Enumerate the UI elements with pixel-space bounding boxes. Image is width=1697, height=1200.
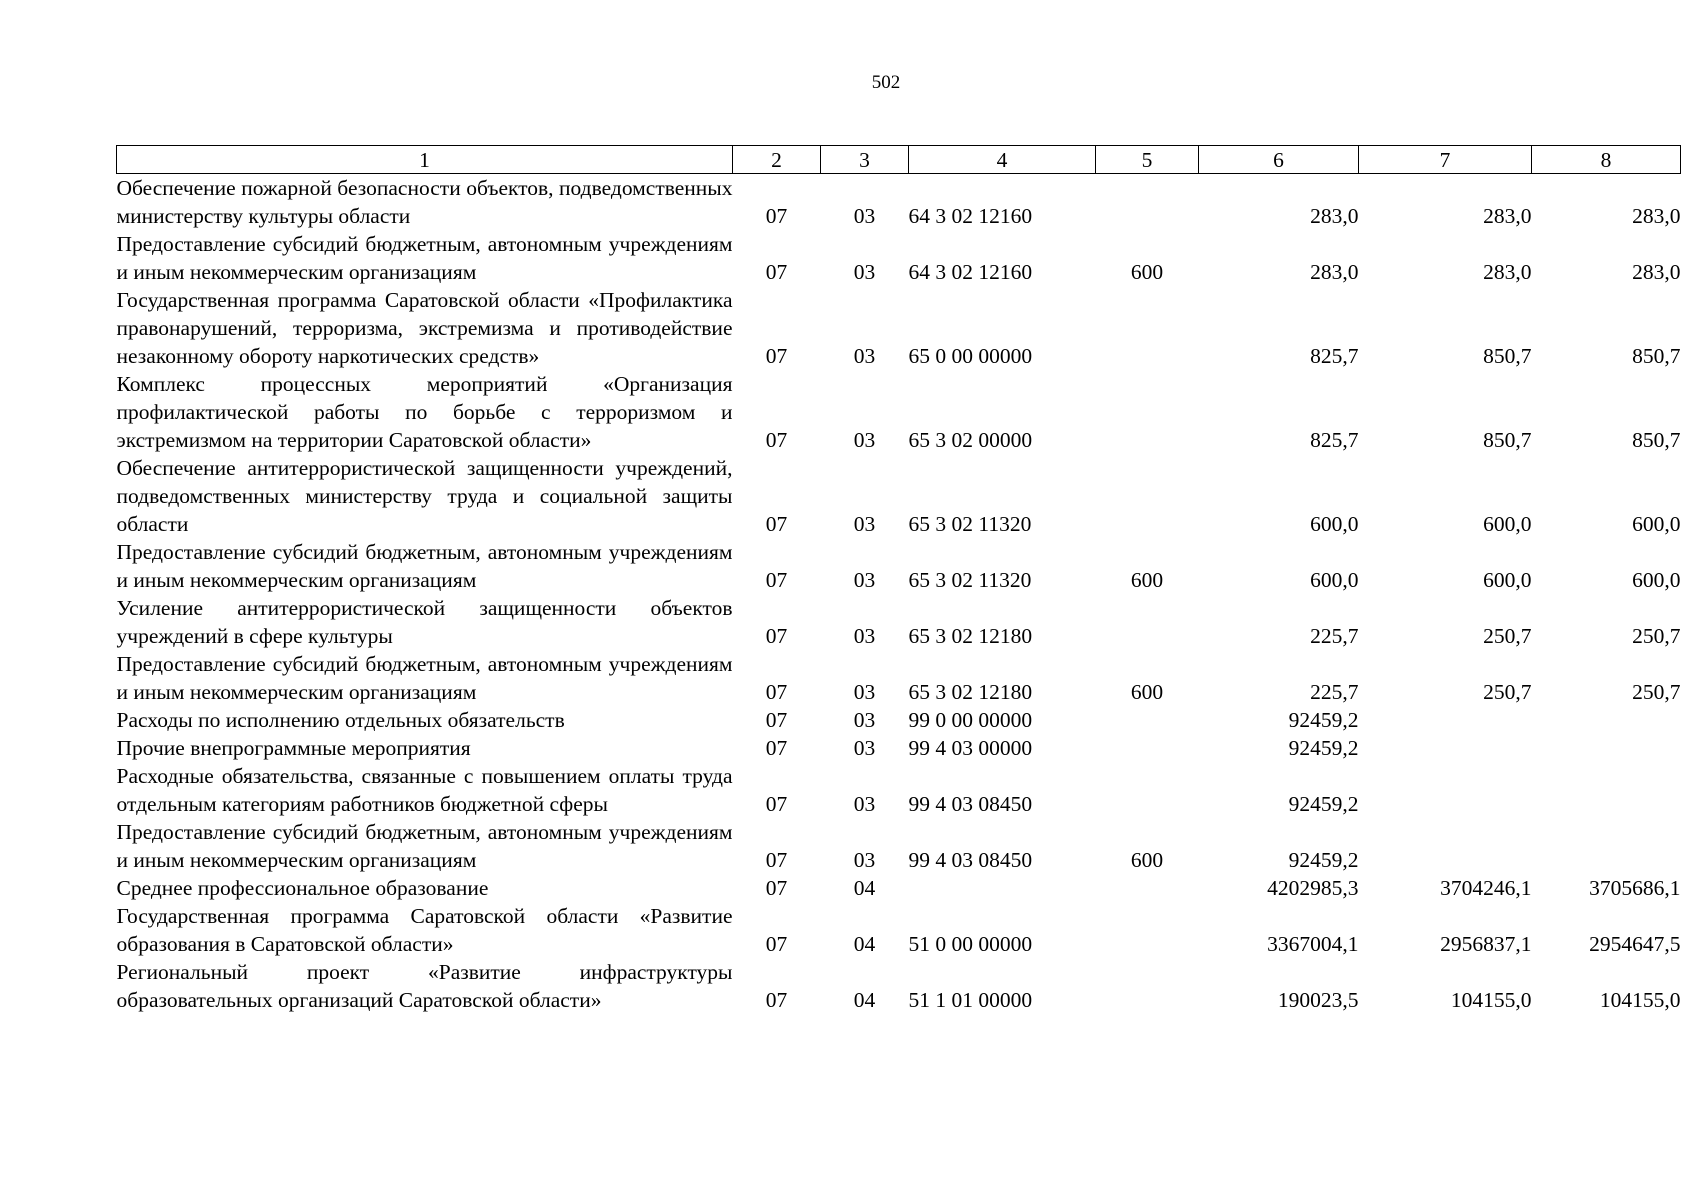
target-article-code: 65 3 02 11320: [908, 512, 1032, 536]
amount-col-6: 600,0: [1310, 512, 1359, 536]
row-name: Региональный проект «Развитие инфраструктуры образовательных организаций Саратовской области»: [116, 960, 733, 1012]
expense-type-code: 600: [1130, 680, 1164, 704]
amount-col-8: [1532, 818, 1681, 874]
amount-col-7: 283,0: [1483, 204, 1532, 228]
amount-col-7: 250,7: [1483, 624, 1532, 648]
target-article-code: 65 3 02 12180: [908, 624, 1033, 648]
row-name: Среднее профессиональное образование: [116, 876, 489, 900]
row-name: Обеспечение пожарной безопасности объектов, подведомственных министерству культуры области: [116, 176, 733, 228]
amount-col-6: 92459,2: [1288, 848, 1359, 872]
amount-col-7: [1359, 734, 1532, 762]
subsection-code: 04: [853, 876, 876, 900]
column-header: 1: [117, 146, 733, 174]
amount-col-6: 225,7: [1310, 624, 1359, 648]
amount-col-6: 825,7: [1310, 344, 1359, 368]
expense-type-code: [1096, 370, 1199, 454]
column-header: 2: [733, 146, 821, 174]
amount-col-6: 92459,2: [1288, 708, 1359, 732]
target-article-code: [909, 874, 1096, 902]
section-code: 07: [765, 988, 788, 1012]
table-row: [117, 538, 1681, 594]
expense-type-code: 600: [1130, 848, 1164, 872]
column-header: 3: [821, 146, 909, 174]
table-row: [117, 286, 1681, 370]
row-name: Предоставление субсидий бюджетным, автономным учреждениям и иным некоммерческим организациям: [116, 820, 733, 872]
amount-col-7: 250,7: [1483, 680, 1532, 704]
expense-type-code: [1096, 902, 1199, 958]
subsection-code: 03: [853, 624, 876, 648]
expense-type-code: [1096, 874, 1199, 902]
target-article-code: 65 3 02 11320: [908, 568, 1032, 592]
subsection-code: 03: [853, 708, 876, 732]
subsection-code: 03: [853, 736, 876, 760]
expense-type-code: [1096, 454, 1199, 538]
amount-col-8: [1532, 706, 1681, 734]
table-row: [117, 370, 1681, 454]
amount-col-6: 225,7: [1310, 680, 1359, 704]
row-name: Прочие внепрограммные мероприятия: [116, 736, 471, 760]
subsection-code: 03: [853, 848, 876, 872]
amount-col-8: 250,7: [1632, 624, 1681, 648]
subsection-code: 03: [853, 344, 876, 368]
row-name: Предоставление субсидий бюджетным, автономным учреждениям и иным некоммерческим организациям: [116, 540, 733, 592]
target-article-code: 65 3 02 12180: [908, 680, 1033, 704]
expense-type-code: [1096, 594, 1199, 650]
section-code: 07: [765, 512, 788, 536]
subsection-code: 03: [853, 204, 876, 228]
header-row: [117, 146, 1681, 174]
column-header: 4: [909, 146, 1096, 174]
amount-col-8: 600,0: [1632, 568, 1681, 592]
amount-col-7: 600,0: [1483, 512, 1532, 536]
amount-col-6: 283,0: [1310, 260, 1359, 284]
subsection-code: 03: [853, 428, 876, 452]
row-name: Предоставление субсидий бюджетным, автономным учреждениям и иным некоммерческим организациям: [116, 232, 733, 284]
table-row: [117, 230, 1681, 286]
section-code: 07: [765, 204, 788, 228]
section-code: 07: [765, 568, 788, 592]
amount-col-6: 92459,2: [1288, 792, 1359, 816]
expense-type-code: [1096, 706, 1199, 734]
row-name: Расходы по исполнению отдельных обязательств: [116, 708, 565, 732]
table-row: [117, 706, 1681, 734]
amount-col-6: 283,0: [1310, 204, 1359, 228]
budget-table: [116, 145, 1681, 1014]
section-code: 07: [765, 876, 788, 900]
target-article-code: 99 4 03 08450: [908, 848, 1033, 872]
subsection-code: 04: [853, 988, 876, 1012]
page-number: 502: [871, 72, 901, 93]
expense-type-code: 600: [1130, 260, 1164, 284]
amount-col-7: 2956837,1: [1440, 932, 1532, 956]
expense-type-code: [1096, 286, 1199, 370]
amount-col-8: 3705686,1: [1589, 876, 1681, 900]
amount-col-8: 850,7: [1632, 344, 1681, 368]
section-code: 07: [765, 428, 788, 452]
row-name: Комплекс процессных мероприятий «Организация профилактической работы по борьбе с терроризмом и экстремизмом на территории Саратовской области»: [116, 372, 733, 452]
row-name: Государственная программа Саратовской области «Развитие образования в Саратовской области»: [116, 904, 733, 956]
target-article-code: 64 3 02 12160: [908, 204, 1033, 228]
amount-col-6: 190023,5: [1277, 988, 1359, 1012]
amount-col-6: 92459,2: [1288, 736, 1359, 760]
target-article-code: 65 0 00 00000: [908, 344, 1033, 368]
amount-col-6: 4202985,3: [1267, 876, 1359, 900]
section-code: 07: [765, 792, 788, 816]
target-article-code: 99 4 03 00000: [908, 736, 1033, 760]
amount-col-7: [1359, 762, 1532, 818]
section-code: 07: [765, 260, 788, 284]
column-header: 5: [1096, 146, 1199, 174]
column-header: 8: [1532, 146, 1681, 174]
amount-col-6: 825,7: [1310, 428, 1359, 452]
target-article-code: 51 0 00 00000: [908, 932, 1033, 956]
amount-col-8: 250,7: [1632, 680, 1681, 704]
amount-col-8: 2954647,5: [1589, 932, 1681, 956]
table-row: [117, 958, 1681, 1014]
table-row: [117, 874, 1681, 902]
expense-type-code: [1096, 734, 1199, 762]
expense-type-code: [1096, 958, 1199, 1014]
amount-col-8: 104155,0: [1599, 988, 1681, 1012]
table-row: [117, 454, 1681, 538]
subsection-code: 03: [853, 792, 876, 816]
table-row: [117, 762, 1681, 818]
amount-col-8: 283,0: [1632, 204, 1681, 228]
amount-col-7: [1359, 818, 1532, 874]
amount-col-8: 850,7: [1632, 428, 1681, 452]
table-row: [117, 650, 1681, 706]
row-name: Государственная программа Саратовской области «Профилактика правонарушений, терроризма, экстремизма и противодействие незаконному обороту наркотических средств»: [116, 288, 733, 368]
expense-type-code: [1096, 174, 1199, 231]
row-name: Расходные обязательства, связанные с повышением оплаты труда отдельным категориям работников бюджетной сферы: [116, 764, 733, 816]
amount-col-7: 850,7: [1483, 344, 1532, 368]
expense-type-code: [1096, 762, 1199, 818]
subsection-code: 03: [853, 568, 876, 592]
amount-col-8: [1532, 762, 1681, 818]
target-article-code: 65 3 02 00000: [908, 428, 1033, 452]
target-article-code: 99 4 03 08450: [908, 792, 1033, 816]
row-name: Обеспечение антитеррористической защищенности учреждений, подведомственных министерству труда и социальной защиты области: [116, 456, 733, 536]
row-name: Усиление антитеррористической защищенности объектов учреждений в сфере культуры: [116, 596, 733, 648]
table-row: [117, 818, 1681, 874]
column-header: 6: [1199, 146, 1359, 174]
target-article-code: 51 1 01 00000: [908, 988, 1033, 1012]
amount-col-7: 283,0: [1483, 260, 1532, 284]
section-code: 07: [765, 932, 788, 956]
column-header: 7: [1359, 146, 1532, 174]
amount-col-8: [1532, 734, 1681, 762]
amount-col-7: 600,0: [1483, 568, 1532, 592]
expense-type-code: 600: [1130, 568, 1164, 592]
section-code: 07: [765, 680, 788, 704]
subsection-code: 03: [853, 680, 876, 704]
table-row: [117, 902, 1681, 958]
table-row: [117, 734, 1681, 762]
amount-col-6: 3367004,1: [1267, 932, 1359, 956]
subsection-code: 03: [853, 260, 876, 284]
section-code: 07: [765, 848, 788, 872]
section-code: 07: [765, 708, 788, 732]
amount-col-7: 3704246,1: [1440, 876, 1532, 900]
subsection-code: 04: [853, 932, 876, 956]
target-article-code: 64 3 02 12160: [908, 260, 1033, 284]
section-code: 07: [765, 736, 788, 760]
amount-col-8: 600,0: [1632, 512, 1681, 536]
row-name: Предоставление субсидий бюджетным, автономным учреждениям и иным некоммерческим организациям: [116, 652, 733, 704]
table-row: [117, 174, 1681, 231]
amount-col-7: 850,7: [1483, 428, 1532, 452]
subsection-code: 03: [853, 512, 876, 536]
amount-col-7: 104155,0: [1450, 988, 1532, 1012]
amount-col-8: 283,0: [1632, 260, 1681, 284]
section-code: 07: [765, 344, 788, 368]
section-code: 07: [765, 624, 788, 648]
amount-col-7: [1359, 706, 1532, 734]
table-row: [117, 594, 1681, 650]
amount-col-6: 600,0: [1310, 568, 1359, 592]
target-article-code: 99 0 00 00000: [908, 708, 1033, 732]
